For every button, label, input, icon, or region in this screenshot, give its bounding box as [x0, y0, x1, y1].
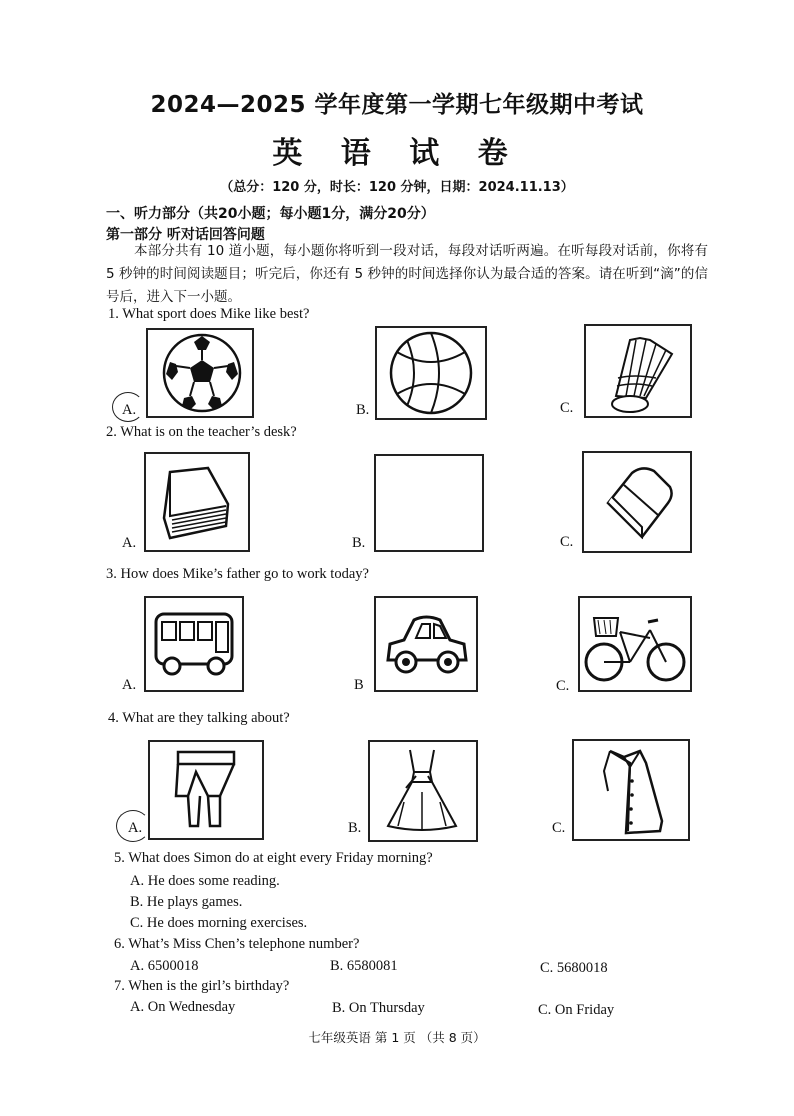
question-5: 5. What does Simon do at eight every Friday morning?: [114, 850, 433, 866]
question-3: 3. How does Mike’s father go to work today?: [106, 566, 369, 582]
option-label: C.: [560, 400, 574, 416]
trousers-icon: [148, 740, 264, 840]
option-a: A. On Wednesday: [130, 999, 236, 1015]
shuttlecock-icon: [584, 324, 692, 418]
car-icon: [374, 596, 478, 692]
question-6: 6. What’s Miss Chen’s telephone number?: [114, 936, 360, 952]
option-label: B.: [352, 535, 366, 551]
option-label: B: [354, 677, 364, 693]
part-title: 第一部分 听对话回答问题: [106, 227, 265, 243]
option-label: C.: [560, 534, 574, 550]
dress-icon: [368, 740, 478, 842]
option-label: A.: [122, 402, 137, 418]
answer-mark: [112, 392, 144, 422]
shirt-icon: [572, 739, 690, 841]
option-c: C. He does morning exercises.: [130, 915, 308, 931]
option-a: A. 6500018: [130, 958, 199, 974]
basketball-icon: [375, 326, 487, 420]
question-4: 4. What are they talking about?: [108, 710, 290, 726]
instructions: 本部分共有 10 道小题，每小题你将听到一段对话，每段对话听两遍。在听每段对话前，你将有 5 秒钟的时间阅读题目；听完后，你还有 5 秒钟的时间选择你认为最合适的答案。请在听到“滴”的信号后，进入下一小题。: [106, 243, 708, 305]
bicycle-icon: [578, 596, 692, 692]
option-b: B. 6580081: [330, 958, 398, 974]
answer-mark: [116, 810, 150, 842]
option-label: A.: [122, 535, 137, 551]
option-label: B.: [356, 402, 370, 418]
question-7: 7. When is the girl’s birthday?: [114, 978, 290, 994]
option-label: C.: [556, 678, 570, 694]
option-c: C. 5680018: [540, 960, 608, 976]
question-1: 1. What sport does Mike like best?: [108, 306, 310, 322]
option-label: C.: [552, 820, 566, 836]
option-label: B.: [348, 820, 362, 836]
option-label: A.: [128, 820, 143, 836]
option-a: A. He does some reading.: [130, 873, 280, 889]
bus-icon: [144, 596, 244, 692]
exam-subject: 英 语 试 卷: [272, 136, 522, 171]
option-b: B. On Thursday: [332, 1000, 425, 1016]
blank-icon: [374, 454, 484, 552]
exam-title: 2024—2025 学年度第一学期七年级期中考试: [150, 92, 644, 118]
page-footer: 七年级英语 第 1 页 （共 8 页）: [308, 1030, 486, 1045]
book-icon: [144, 452, 250, 552]
option-b: B. He plays games.: [130, 894, 243, 910]
soccer-ball-icon: [146, 328, 254, 418]
exam-info: （总分：120 分，时长：120 分钟，日期：2024.11.13）: [220, 180, 574, 195]
option-c: C. On Friday: [538, 1002, 615, 1018]
option-label: A.: [122, 677, 137, 693]
section-title: 一、听力部分（共20小题；每小题1分，满分20分）: [106, 206, 435, 222]
eraser-icon: [582, 451, 692, 553]
question-2: 2. What is on the teacher’s desk?: [106, 424, 297, 440]
